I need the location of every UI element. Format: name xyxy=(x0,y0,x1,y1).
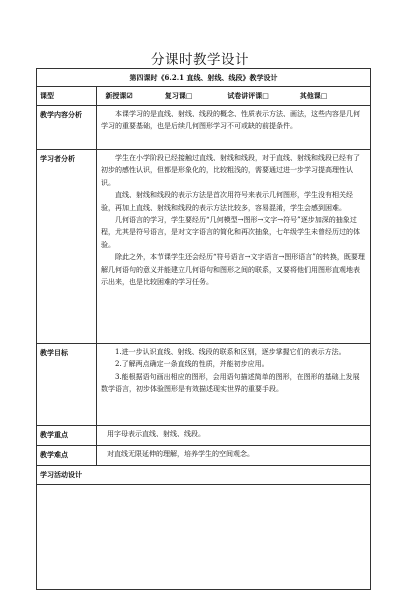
learner-analysis-label: 学习者分析 xyxy=(37,150,97,344)
activity-header-row xyxy=(37,466,371,485)
learner-analysis-cell xyxy=(97,150,371,344)
content-analysis-cell xyxy=(97,106,371,150)
objective-item: 3.能根据语句画出相应的图形，会用语句描述简单的图形，在图形的基础上发展数学语言，初步体验图形是有效描述现实世界的重要手段。 xyxy=(101,372,360,394)
difficulty-text: 对直线无限延伸的理解，培养学生的空间观念。 xyxy=(107,450,254,458)
key-point-row xyxy=(37,426,371,446)
type-option-exam-review: 试卷讲评课□ xyxy=(227,91,269,100)
learner-paragraph: 几何语言的学习，学生要经历“几何模型→图形→文字→符号”逐步加深的抽象过程，尤其是符号语言，是对文字语言的简化和再次抽象，七年级学生未曾经历过的体验。 xyxy=(101,216,360,249)
objectives-cell xyxy=(97,344,371,426)
type-option-review: 复习课□ xyxy=(164,91,193,100)
key-point-cell xyxy=(97,426,371,446)
objectives-label: 教学目标 xyxy=(37,344,97,426)
lesson-plan-table xyxy=(36,68,371,590)
type-row xyxy=(37,87,371,106)
lesson-title-row xyxy=(37,69,371,87)
learner-paragraph: 除此之外，本节课学生还会经历“符号语言→文字语言→图形语言”的转换，既要理解几何语句的意义并能建立几何语句和图形之间的联系，又要将他们用图形直观地表示出来，也是比较困难的学习任务。 xyxy=(101,253,365,287)
type-option-new: 新授课☑ xyxy=(105,91,133,100)
difficulty-label: 教学难点 xyxy=(37,446,97,466)
learner-paragraph: 学生在小学阶段已经接触过直线、射线和线段，对于直线、射线和线段已经有了初步的感性认识，但都是形象化的，比较粗浅的，需要通过进一步学习提高理性认识。 xyxy=(101,154,360,187)
content-analysis-text: 本课学习的是直线、射线、线段的概念、性质表示方法、画法，这些内容是几何学习的重要基础，也是后续几何图形学习不可或缺的前提条件。 xyxy=(101,110,360,131)
difficulty-row xyxy=(37,446,371,466)
type-option-other: 其他课□ xyxy=(299,91,328,100)
page-title: 分课时教学设计 xyxy=(151,52,249,68)
lesson-title: 第四课时《6.2.1 直线、射线、线段》教学设计 xyxy=(37,69,371,87)
activity-body-row xyxy=(37,485,371,590)
objectives-row xyxy=(37,344,371,426)
type-label: 课型 xyxy=(37,87,97,106)
content-analysis-label: 教学内容分析 xyxy=(37,106,97,150)
activity-label: 学习活动设计 xyxy=(37,466,371,485)
key-point-text: 用字母表示直线、射线、线段。 xyxy=(107,430,205,438)
difficulty-cell xyxy=(97,446,371,466)
content-analysis-row xyxy=(37,106,371,150)
objective-item: 1.进一步认识直线、射线、线段的联系和区别，逐步掌握它们的表示方法。 xyxy=(115,348,346,356)
activity-body xyxy=(37,485,371,590)
key-point-label: 教学重点 xyxy=(37,426,97,446)
learner-analysis-row xyxy=(37,150,371,344)
type-options xyxy=(97,87,371,106)
objective-item: 2.了解两点确定一条直线的性质，并能初步应用。 xyxy=(115,360,269,369)
learner-paragraph: 直线、射线和线段的表示方法是首次用符号来表示几何图形，学生没有相关经验，再加上直线、射线和线段的表示方法比较多，容易混淆，学生会感到困难。 xyxy=(101,191,353,212)
